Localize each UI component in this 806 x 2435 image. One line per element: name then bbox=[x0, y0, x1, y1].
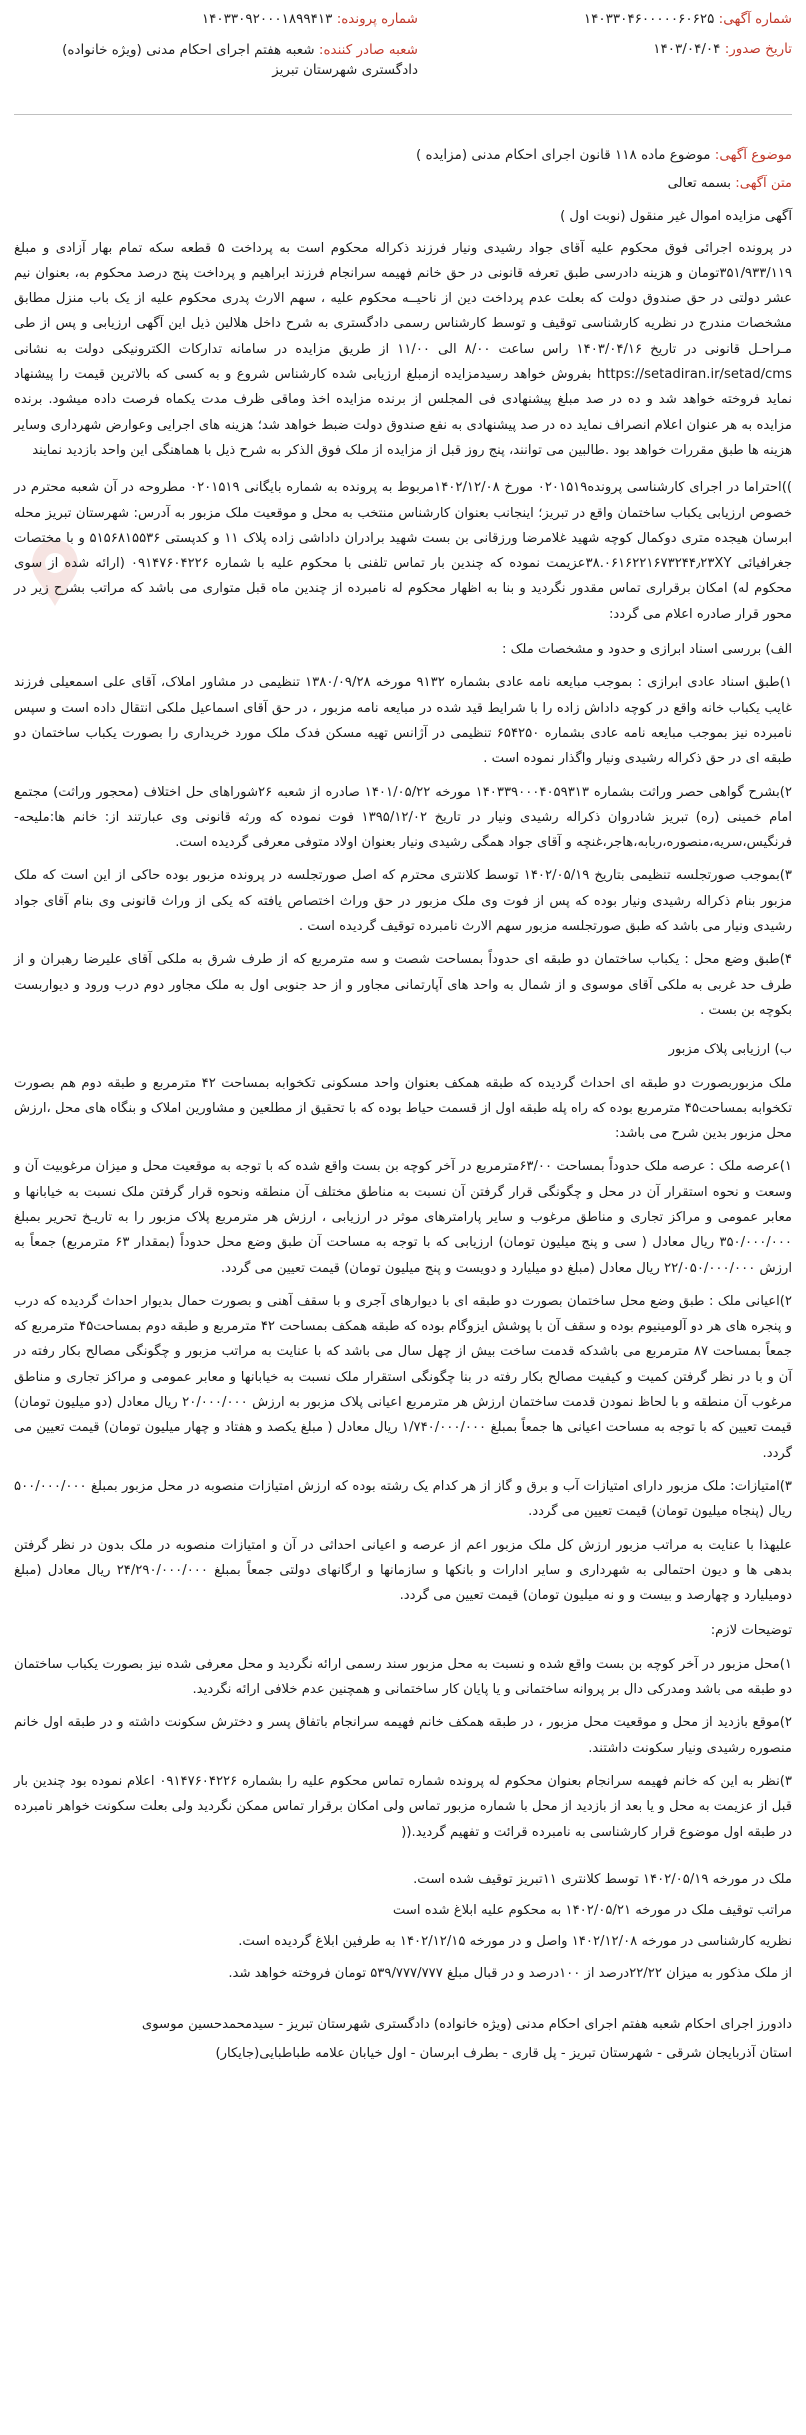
total-value-paragraph: علیهذا با عنایت به مراتب مزبور ارزش کل ملک مزبور اعم از عرصه و اعیانی احداثی در آن و امتیازات منصوبه در ملک بدون در نظر گرفتن بدهی ها و دیون احتمالی به شهرداری و سایر ادارات و بانکها و سازمانها و ارگانهای دولتی جمعاً بمبلغ ۲۴/۲۹۰/۰۰۰/۰۰۰ ریال معادل (مبلغ دومیلیارد و چهارصد و بیست و و نه میلیون تومان) قیمت تعیین می گردد. bbox=[14, 1537, 792, 1604]
notes-title: توضیحات لازم: bbox=[710, 1623, 792, 1639]
section-b-intro: ملک مزبوربصورت دو طبقه ای احداث گردیده که طبقه همکف بعنوان واحد مسکونی تکخوابه بمساحت ۴۲ مترمربع و طبقه دوم هم بصورت تکخوابه بمساحت۴۵ مترمربع بوده که راه پله طبقه اول از قسمت حیاط بوده که با تحقیق از مطلعین و مشاورین املاک و بنگاه های محل ،ارزش محل مزبور بدین شرح می باشد: bbox=[14, 1075, 792, 1142]
case-number: ۱۴۰۳۳۰۹۲۰۰۰۱۸۹۹۴۱۳ bbox=[201, 11, 333, 27]
issuing-branch: شعبه هفتم اجرای احکام مدنی (ویژه خانواده) دادگستری شهرستان تبریز bbox=[62, 42, 418, 78]
ad-text-row bbox=[14, 171, 792, 196]
intro-paragraph: در پرونده اجرائی فوق محکوم علیه آقای جواد رشیدی ونیار فرزند ذکراله محکوم است به پرداخت ۵ قطعه سکه تمام بهار آزادی و مبلغ ۳۵۱/۹۳۳/۱۱۹تومان و هزینه دادرسی طبق تعرفه قانونی در حق خانم فهیمه سرانجام فرزند ابراهیم و پرداخت پنج درصد محکوم به، بعنوان نیم عشر دولتی در حق صندوق دولت که بعلت عدم پرداخت دین از ناحیــه محکوم علیه ، سهم الارث پدری محکوم علیه از یک باب منزل مطابق مشخصات مندرج در نظریه کارشناسی توقیف و توسط کارشناس رسمی دادگستری به شرح داخل هلالین ذیل این آگهی ارزیابی و پس از طی مـراحـل قانونی در تاریخ ۱۴۰۳/۰۴/۱۶ راس ساعت ۸/۰۰ الی ۱۱/۰۰ از طریق مزایده در سامانه تدارکات الکترونیکی دولت به نشانی https://setadiran.ir/setad/cms بفروش خواهد رسیدمزایده ازمبلغ ارزیابی شده کارشناس شروع و به کسی که بالاترین قیمت را پیشنهاد نماید فروخته خواهد شد و ده در صد مبلغ پیشنهادی فی المجلس از برنده مزایده اخذ وماقی ظرف مدت یکماه فرصت داده میشود. برنده مزایده به هر عنوان اعلام انصراف نماید ده در صد پیشنهادی به نفع صندوق دولت ضبط خواهد شد؛ هزینه های اجرایی وعوارض شهرداری وسایر هزینه ها طبق مقررات خواهد بود .طالبین می توانند، پنج روز قبل از مزایده از ملک فوق الذکر به شرح ذیل با هماهنگی این واحد بازدید نمایند bbox=[14, 240, 792, 458]
ad-text-value: بسمه تعالی bbox=[667, 176, 732, 191]
subject-value: موضوع ماده ۱۱۸ قانون اجرای احکام مدنی (مزایده ) bbox=[415, 147, 711, 163]
ad-number-row bbox=[584, 10, 792, 29]
section-a-item-4: ۴)طبق وضع محل : یکباب ساختمان دو طبقه ای حدوداً بمساحت شصت و سه مترمربع که از طرف شرق به ملکی آقای علیرضا رهبران و از طرف حد غربی به ملکی آقای موسوی و از شمال به واحد های آپارتمانی مجاور و از حد جنوبی اول به ملک مجاور دوم درب ورود و دیواربست بکوچه بن بست . bbox=[14, 952, 792, 1018]
note-1: ۱)محل مزبور در آخر کوچه بن بست واقع شده و نسبت به محل مزبور سند رسمی ارائه نگردید و محل معرفی شده نیز بصورت یکباب ساختمان دو طبقه می باشد ومدرکی دال بر پروانه ساختمانی و یا پایان کار ساختمانی و همچنین عدم خلافی ارائه نگردید. bbox=[14, 1656, 792, 1698]
footer-line-3: نظریه کارشناسی در مورخه ۱۴۰۲/۱۲/۰۸ واصل و در مورخه ۱۴۰۲/۱۲/۱۵ به طرفین ابلاغ گردیده است. bbox=[238, 1934, 792, 1950]
issuing-branch-label: شعبه صادر کننده: bbox=[318, 42, 418, 58]
note-3: ۳)نظر به این که خانم فهیمه سرانجام بعنوان محکوم له پرونده شماره تماس محکوم علیه را بشماره ۰۹۱۴۷۶۰۴۲۲۶ اعلام نموده بود چندین بار قبل از عزیمت به محل و یا بعد از بازدید از محل با شماره مزبور تماس ولی امکان برقرار تماس ممکن نگردید ولی بعلت سکونت خواهر نامبرده در طبقه اول موضوع قرار کارشناسی به نامبرده قرائت و تفهیم گردید.(( bbox=[14, 1773, 793, 1840]
issue-date-row bbox=[653, 40, 792, 59]
divider bbox=[14, 114, 792, 115]
subject-row bbox=[416, 146, 792, 165]
section-b-title: ب) ارزیابی پلاک مزبور bbox=[668, 1042, 792, 1058]
subject-label: موضوع آگهی: bbox=[714, 147, 792, 163]
issue-date-label: تاریخ صدور: bbox=[724, 41, 792, 57]
section-b-item-1: ۱)عرصه ملک : عرصه ملک حدوداً بمساحت ۶۳/۰۰مترمربع در آخر کوچه بن بست واقع شده که با توجه به موقعیت محل و میزان مرغوبیت آن و وسعت و نحوه استقرار آن در محل و چگونگی قرار گرفتن آن نسبت به مناطق مختلف آن منطقه ونحوه قرار گرفتن ملک نسبت به خیابانها و معابر عمومی و مراکز تجاری و مناطق مرغوب و سایر پارامترهای موثر در ارزیابی ، ارزش هر مترمربع پلاک مزبور را به تاریـخ تحریر بمبلغ ۳۵۰/۰۰۰/۰۰۰ ریال معادل ( سی و پنج میلیون تومان) ارزیابی که با توجه به مساحت آن طبق وضع محل حدوداً (بمقدار ۶۳ مترمربع) جمعاً به ارزش ۲۲/۰۵۰/۰۰۰/۰۰۰ ریال معادل (مبلغ دو میلیارد و دویست و پنج میلیون تومان) قیمت تعیین می گردد. bbox=[14, 1159, 792, 1276]
footer-line-4: از ملک مذکور به میزان ۲۲/۲۲درصد از ۱۰۰درصد و در قبال مبلغ ۵۳۹/۷۷۷/۷۷۷ تومان فروخته خواهد شد. bbox=[228, 1965, 792, 1981]
issue-date: ۱۴۰۳/۰۴/۰۴ bbox=[653, 41, 721, 57]
footer-line-1: ملک در مورخه ۱۴۰۲/۰۵/۱۹ توسط کلانتری ۱۱تبریز توقیف شده است. bbox=[413, 1871, 792, 1887]
ad-number: ۱۴۰۳۳۰۴۶۰۰۰۰۰۶۰۶۲۵ bbox=[583, 11, 715, 27]
section-a-title: الف) بررسی اسناد ابرازی و حدود و مشخصات ملک : bbox=[501, 642, 792, 658]
section-b-item-2: ۲)اعیانی ملک : طبق وضع محل ساختمان بصورت دو طبقه ای با دیوارهای آجری و با سقف آهنی و بصورت حمال بدیوار احداث گردیده که درب و پنجره های هر دو آلومینیوم بوده و سقف آن با پوشش ایزوگام بوده که طبقه همکف بمساحت ۴۲ مترمربع و طبقه دوم بمساحت۴۵ مترمربع که جمعاً بمساحت ۸۷ مترمربع می باشدکه قدمت ساخت بیش از چهل سال می باشد که با عنایت به مراتب مزبور و چگونگی مصالح بکار رفته در آن و با در نظر گرفتن کمیت و کیفیت مصالح بکار رفته در بنا چگونگی استقرار ملک نسبت به خیابانها و معابر عمومی و مراکز تجاری و مناطق مرغوب آن منطقه و با لحاظ نمودن قدمت ساختمان ارزش هر مترمربع اعیانی پلاک مزبور به ارزش ۲۰/۰۰۰/۰۰۰ ریال معادل (دو میلیون تومان) قیمت تعیین که با توجه به مساحت اعیانی ها جمعاً بمبلغ ۱/۷۴۰/۰۰۰/۰۰۰ ریال معادل ( مبلغ یکصد و هفتاد و چهار میلیون تومان) قیمت تعیین می گردد. bbox=[14, 1293, 793, 1461]
address: استان آذربایجان شرقی - شهرستان تبریز - پل قاری - بطرف ابرسان - اول خیابان علامه طباطبایی(جایکار) bbox=[215, 2046, 792, 2062]
respect-paragraph: ))احتراما در اجرای کارشناسی پرونده۰۲۰۱۵۱۹ مورخ ۱۴۰۲/۱۲/۰۸مربوط به پرونده به شماره بایگانی ۰۲۰۱۵۱۹ مطروحه در آن شعبه محترم در خصوص ارزیابی یکباب ساختمان واقع در تبریز؛ اینجانب بعنوان کارشناس منتخب به محل و موقعیت ملک مزبور به آدرس: شهرستان تبریز محله ابرسان هیجده متری دوکمال کوچه شهید غلامرضا ورزقانی بن بست شهید برادران داداشی زاده پلاک ۱۱ و کدپستی ۵۱۵۶۸۱۵۵۳۶ و با مختصات جغرافیائی ۳۸.۰۶۱۶۲۲۱۶۷۳۲۴۴٫۲۳XYعزیمت نموده که چندین بار تماس تلفنی با محکوم علیه با شماره ۰۹۱۴۷۶۰۴۲۲۶ (ارائه شده از سوی محکوم له) امکان برقراری تماس مقدور نگردید و بنا به اظهار محکوم له نامبرده از چندین ماه قبل متواری می باشد که مراتب بشرح زیر در محور قرار صادره اعلام می گردد: bbox=[14, 480, 792, 622]
section-a-item-3: ۳)بموجب صورتجلسه تنظیمی بتاریخ ۱۴۰۲/۰۵/۱۹ توسط کلانتری محترم که اصل صورتجلسه در پرونده مزبور بوده حاکی از این است که ملک مزبور بنام ذکراله رشیدی ونیار بوده که پس از فوت وی ملک مزبور در حق وراث اختصاص یافته که یکی از وراث قانونی وی بنام آقای جواد رشیدی ونیار می باشد که طبق صورتجلسه مزبور سهم الارث نامبرده توقیف گردیده است . bbox=[14, 868, 793, 935]
ad-number-label: شماره آگهی: bbox=[718, 11, 792, 27]
issuing-branch-row bbox=[18, 40, 418, 80]
signature: دادورز اجرای احکام شعبه هفتم اجرای احکام مدنی (ویژه خانواده) دادگستری شهرستان تبریز - سیدمحمدحسین موسوی bbox=[141, 2017, 792, 2032]
ad-body bbox=[14, 171, 792, 2067]
case-number-row bbox=[202, 10, 418, 29]
ad-text-label: متن آگهی: bbox=[735, 176, 792, 191]
footer-line-2: مراتب توقیف ملک در مورخه ۱۴۰۲/۰۵/۲۱ به محکوم علیه ابلاغ شده است bbox=[392, 1903, 792, 1919]
case-number-label: شماره پرونده: bbox=[336, 11, 418, 27]
section-a-item-2: ۲)بشرح گواهی حصر وراثت بشماره ۱۴۰۳۳۹۰۰۰۴۰۵۹۳۱۳ مورخه ۱۴۰۱/۰۵/۲۲ صادره از شعبه ۲۶شوراهای حل اختلاف (محجور وراثت) مجتمع امام خمینی (ره) تبریز شادروان ذکراله رشیدی ونیار در تاریخ ۱۳۹۵/۱۲/۰۲ فوت نموده که ورثه قانونی وی عبارتند از: خانم ها:ملیحه-فرنگیس،سریه،منصوره،ربابه،هاجر،غنچه و آقای جواد همگی رشیدی ونیار بعنوان اولاد متوفی معرفی گردیده است. bbox=[14, 784, 792, 851]
heading: آگهی مزایده اموال غیر منقول (نوبت اول ) bbox=[560, 209, 792, 225]
section-b-item-3: ۳)امتیازات: ملک مزبور دارای امتیازات آب و برق و گاز از هر کدام یک رشته بوده که ارزش امتیازات منصوبه در محل مزبور بمبلغ ۵۰۰/۰۰۰/۰۰۰ ریال (پنجاه میلیون تومان) قیمت تعیین می گردد. bbox=[14, 1478, 792, 1520]
section-a-item-1: ۱)طبق اسناد عادی ابرازی : بموجب مبایعه نامه عادی بشماره ۹۱۳۲ مورخه ۱۳۸۰/۰۹/۲۸ تنظیمی در مشاور املاک، آقای علی اسمعیلی فرزند غایب یکباب خانه واقع در کوچه داداش زاده را با شرایط قید شده در مبایعه نامه مزبور ، در حق آقای اسماعیل ملکی انتقال داده است و سپس نامبرده نیز بموجب مبایعه نامه عادی بشماره ۶۵۴۲۵۰ تنظیمی در آژانس تهیه مسکن فدک ملک مورد خریداری را بصورت یکباب ساختمان دو طبقه ای در حق ذکراله رشیدی ونیار واگذار نموده است . bbox=[14, 675, 792, 767]
note-2: ۲)موقع بازدید از محل و موقعیت محل مزبور ، در طبقه همکف خانم فهیمه سرانجام باتفاق پسر و دخترش سکونت داشته و در طبقه اول خانم منصوره رشیدی ونیار سکونت داشتند. bbox=[14, 1715, 792, 1756]
